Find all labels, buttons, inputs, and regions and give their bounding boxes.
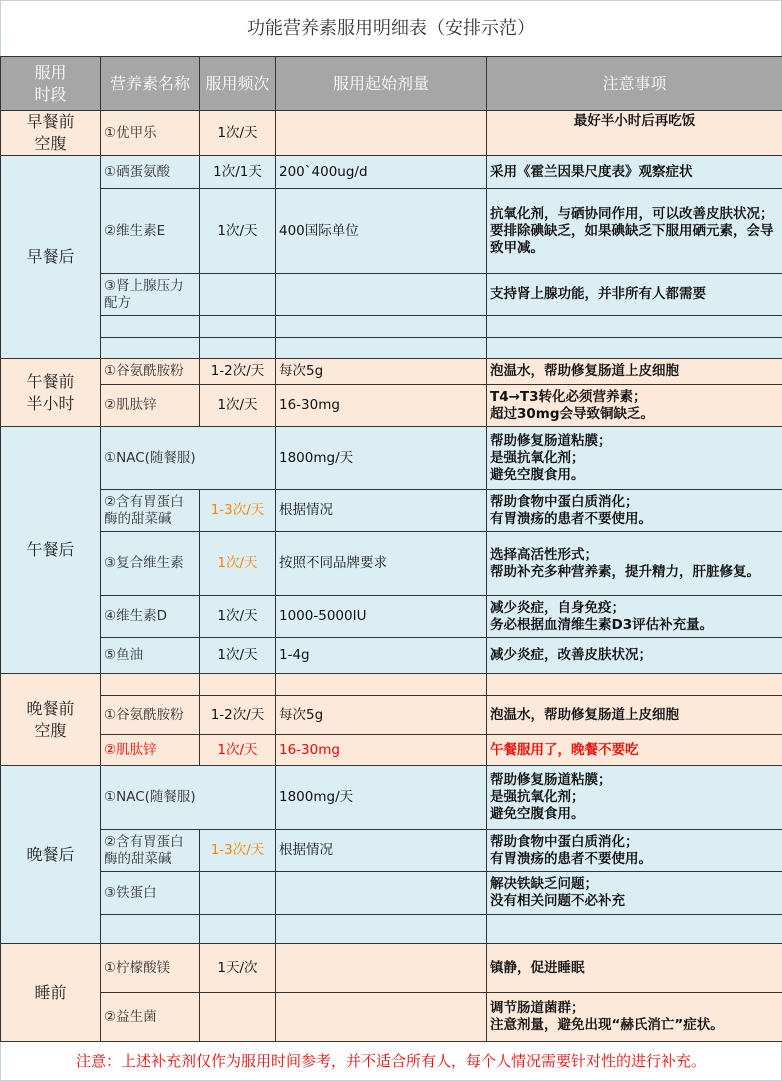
nutrient-name [101,915,200,944]
table-row [1,872,782,915]
frequency: 1次/天 [200,735,276,766]
note-text: 泡温水，帮助修复肠道上皮细胞 [487,696,782,735]
note-text: 帮助食物中蛋白质消化； 有胃溃疡的患者不要使用。 [487,490,782,532]
starting-dose [276,915,487,944]
header-row [1,57,782,111]
period-cell: 午餐后 [1,427,101,674]
starting-dose: 16-30mg [276,385,487,427]
table-row [1,189,782,274]
period-cell: 早餐前 空腹 [1,111,101,156]
footer-notice: 注意：上述补充剂仅作为服用时间参考，并不适合所有人，每个人情况需要针对性的进行补充。 [0,1042,782,1081]
starting-dose: 1-4g [276,638,487,674]
table-row [1,274,782,316]
starting-dose [276,872,487,915]
note-text: 支持肾上腺功能，并非所有人都需要 [487,274,782,316]
nutrient-name: ①硒蛋氨酸 [101,156,200,189]
table-row [1,338,782,359]
starting-dose [276,111,487,156]
starting-dose: 400国际单位 [276,189,487,274]
starting-dose [276,338,487,359]
starting-dose: 按照不同品牌要求 [276,532,487,596]
table-row [1,993,782,1042]
nutrient-name: ①优甲乐 [101,111,200,156]
note-text [487,674,782,696]
table-row [1,830,782,872]
note-text: T4→T3转化必须营养素； 超过30mg会导致铜缺乏。 [487,385,782,427]
nutrient-name: ②益生菌 [101,993,200,1042]
frequency [200,993,276,1042]
table-row [1,156,782,189]
table-row [1,674,782,696]
nutrient-name: ①谷氨酰胺粉 [101,359,200,385]
frequency: 1次/天 [200,111,276,156]
note-text: 解决铁缺乏问题； 没有相关问题不必补充 [487,872,782,915]
note-text: 镇静，促进睡眠 [487,944,782,993]
frequency [200,338,276,359]
starting-dose: 根据情况 [276,490,487,532]
header-freq: 服用频次 [200,57,276,111]
table-row [1,915,782,944]
note-text: 泡温水，帮助修复肠道上皮细胞 [487,359,782,385]
frequency: 1-2次/天 [200,359,276,385]
period-cell: 早餐后 [1,156,101,359]
header-dose: 服用起始剂量 [276,57,487,111]
note-text [487,316,782,338]
table-row [1,735,782,766]
page-title: 功能营养素服用明细表（安排示范） [0,0,782,56]
table-row [1,944,782,993]
frequency: 1次/天 [200,532,276,596]
note-text [487,915,782,944]
nutrient-name: ②肌肽锌 [101,385,200,427]
note-text: 午餐服用了，晚餐不要吃 [487,735,782,766]
frequency: 1-3次/天 [200,830,276,872]
frequency [200,274,276,316]
nutrient-name: ③复合维生素 [101,532,200,596]
period-cell: 午餐前 半小时 [1,359,101,427]
table-row [1,385,782,427]
frequency: 1次/天 [200,596,276,638]
table-row [1,490,782,532]
starting-dose [276,316,487,338]
header-name: 营养素名称 [101,57,200,111]
nutrient-name [101,316,200,338]
header-note: 注意事项 [487,57,782,111]
starting-dose: 1000-5000IU [276,596,487,638]
frequency [200,674,276,696]
frequency [200,872,276,915]
period-cell: 晚餐后 [1,766,101,944]
table-row [1,696,782,735]
nutrient-name: ⑤鱼油 [101,638,200,674]
note-text: 帮助食物中蛋白质消化； 有胃溃疡的患者不要使用。 [487,830,782,872]
starting-dose [276,944,487,993]
note-text: 调节肠道菌群； 注意剂量，避免出现“赫氏消亡”症状。 [487,993,782,1042]
table-row [1,596,782,638]
note-text: 采用《霍兰因果尺度表》观察症状 [487,156,782,189]
note-text: 选择高活性形式； 帮助补充多种营养素，提升精力，肝脏修复。 [487,532,782,596]
frequency: 1次/天 [200,189,276,274]
nutrient-name: ①柠檬酸镁 [101,944,200,993]
frequency: 1-2次/天 [200,696,276,735]
frequency: 1天/次 [200,944,276,993]
note-text: 帮助修复肠道粘膜； 是强抗氧化剂； 避免空腹食用。 [487,766,782,830]
frequency: 1次/天 [200,385,276,427]
starting-dose: 1800mg/天 [276,427,487,490]
nutrient-name: ①NAC(随餐服) [101,766,276,830]
note-text [487,338,782,359]
table-row [1,111,782,156]
note-text: 帮助修复肠道粘膜； 是强抗氧化剂； 避免空腹食用。 [487,427,782,490]
starting-dose [276,993,487,1042]
nutrient-name: ④维生素D [101,596,200,638]
nutrient-name: ①NAC(随餐服) [101,427,276,490]
starting-dose [276,274,487,316]
period-cell: 晚餐前 空腹 [1,674,101,766]
table-row [1,427,782,490]
starting-dose: 1800mg/天 [276,766,487,830]
period-cell: 睡前 [1,944,101,1042]
header-period: 服用 时段 [1,57,101,111]
starting-dose: 每次5g [276,696,487,735]
frequency: 1次/天 [200,638,276,674]
nutrient-name: ②含有胃蛋白酶的甜菜碱 [101,490,200,532]
nutrient-name: ③铁蛋白 [101,872,200,915]
table-row [1,766,782,830]
nutrient-schedule-table [0,56,782,1042]
starting-dose [276,674,487,696]
note-text: 抗氧化剂，与硒协同作用，可以改善皮肤状况； 要排除碘缺乏，如果碘缺乏下服用硒元素，会导致甲减。 [487,189,782,274]
frequency: 1-3次/天 [200,490,276,532]
table-row [1,638,782,674]
starting-dose: 每次5g [276,359,487,385]
table-row [1,316,782,338]
frequency [200,915,276,944]
starting-dose: 16-30mg [276,735,487,766]
table-row [1,532,782,596]
table-row [1,359,782,385]
starting-dose: 200`400ug/d [276,156,487,189]
nutrient-name: ①谷氨酰胺粉 [101,696,200,735]
nutrient-name [101,338,200,359]
nutrient-name: ②肌肽锌 [101,735,200,766]
note-text: 减少炎症，自身免疫； 务必根据血清维生素D3评估补充量。 [487,596,782,638]
frequency [200,316,276,338]
nutrient-name: ②维生素E [101,189,200,274]
nutrient-name: ③肾上腺压力配方 [101,274,200,316]
starting-dose: 根据情况 [276,830,487,872]
note-text: 最好半小时后再吃饭 [487,111,782,156]
note-text: 减少炎症，改善皮肤状况； [487,638,782,674]
nutrient-name: ②含有胃蛋白酶的甜菜碱 [101,830,200,872]
nutrient-name [101,674,200,696]
frequency: 1次/1天 [200,156,276,189]
